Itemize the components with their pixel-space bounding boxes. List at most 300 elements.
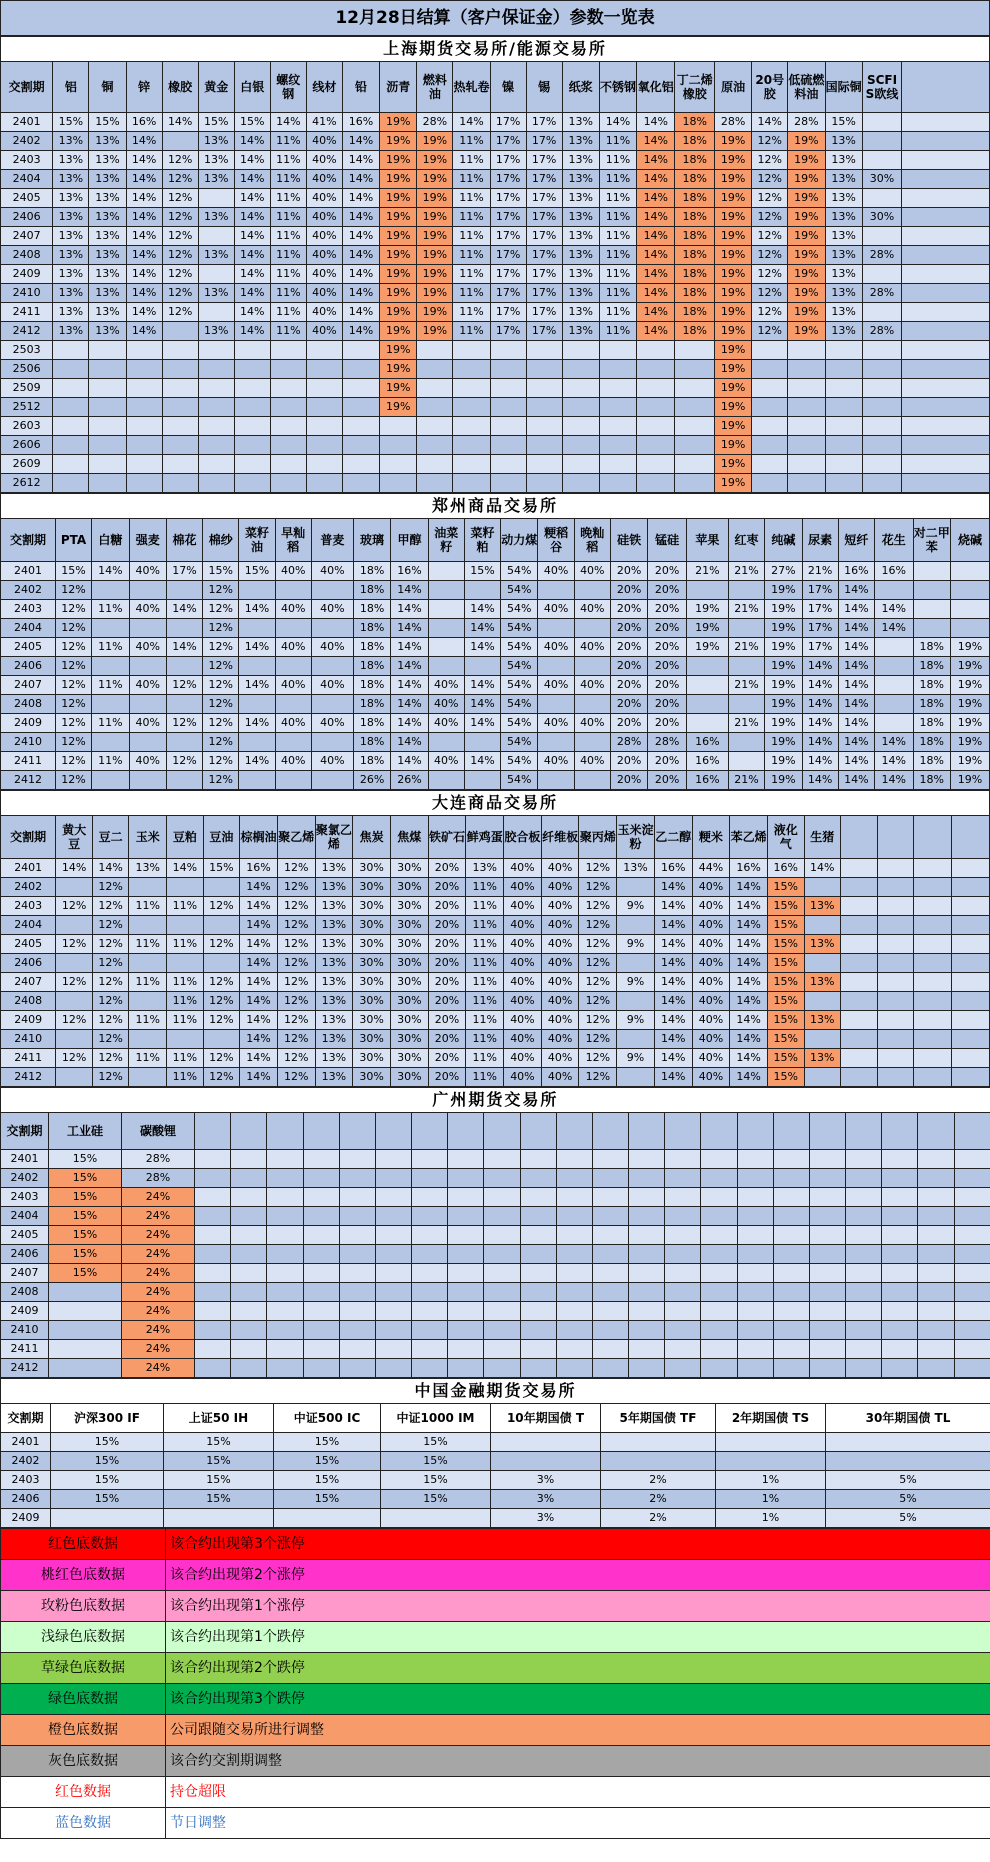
czce-value-cell: 14% (874, 733, 913, 752)
shfe-value-cell (862, 132, 902, 151)
shfe-row (1, 398, 990, 417)
shfe-value-cell (825, 341, 862, 360)
shfe-value-cell: 11% (453, 303, 490, 322)
title-table (0, 0, 990, 36)
gfex-empty-cell (412, 1150, 448, 1169)
shfe-value-cell (526, 398, 562, 417)
shfe-value-cell (752, 398, 788, 417)
shfe-value-cell (862, 474, 902, 493)
shfe-value-cell (752, 360, 788, 379)
shfe-value-cell: 19% (380, 398, 417, 417)
czce-value-cell (166, 771, 202, 790)
czce-value-cell: 19% (950, 771, 989, 790)
czce-value-cell (311, 733, 353, 752)
cffex-header-cell: 中证1000 IM (381, 1404, 491, 1433)
cffex-value-cell: 15% (274, 1471, 381, 1490)
cffex-value-cell: 1% (716, 1490, 826, 1509)
shfe-value-cell (788, 436, 825, 455)
gfex-empty-cell (484, 1188, 520, 1207)
shfe-row (1, 189, 990, 208)
dce-value-cell: 14% (730, 935, 768, 954)
czce-value-cell (913, 619, 950, 638)
dce-value-cell: 40% (692, 992, 730, 1011)
gfex-empty-cell (846, 1302, 882, 1321)
shfe-value-cell: 18% (675, 189, 715, 208)
shfe-value-cell: 17% (526, 170, 562, 189)
shfe-row (1, 436, 990, 455)
shfe-value-cell (788, 474, 825, 493)
gfex-empty-cell (737, 1150, 773, 1169)
czce-value-cell (129, 581, 166, 600)
dce-value-cell: 13% (804, 1011, 841, 1030)
gfex-empty-cell (809, 1150, 845, 1169)
shfe-value-cell (752, 341, 788, 360)
shfe-value-cell: 16% (126, 113, 162, 132)
gfex-empty-cell (339, 1302, 375, 1321)
shfe-value-cell: 12% (752, 132, 788, 151)
gfex-value-cell (49, 1340, 122, 1359)
shfe-value-cell (862, 398, 902, 417)
czce-value-cell (92, 733, 129, 752)
czce-value-cell (728, 619, 764, 638)
shfe-value-cell: 13% (89, 208, 126, 227)
shfe-value-cell: 19% (380, 246, 417, 265)
czce-value-cell (464, 581, 500, 600)
shfe-value-cell (490, 436, 526, 455)
dce-header-cell: 胶合板 (504, 816, 542, 859)
gfex-empty-cell (375, 1321, 411, 1340)
dce-value-cell: 15% (767, 1011, 804, 1030)
czce-value-cell: 21% (728, 638, 764, 657)
dce-value-cell: 13% (315, 1030, 353, 1049)
shfe-value-cell (526, 474, 562, 493)
shfe-value-cell: 11% (453, 170, 490, 189)
shfe-value-cell: 11% (270, 151, 306, 170)
shfe-value-cell: 18% (675, 208, 715, 227)
shfe-value-cell (198, 417, 234, 436)
dce-value-cell: 11% (167, 973, 204, 992)
gfex-empty-cell (846, 1150, 882, 1169)
shfe-value-cell: 14% (126, 151, 162, 170)
dce-value-cell (167, 954, 204, 973)
shfe-value-cell (862, 455, 902, 474)
dce-value-cell: 14% (654, 1030, 692, 1049)
gfex-empty-cell (412, 1188, 448, 1207)
dce-value-cell: 14% (730, 1068, 768, 1087)
dce-value-cell: 9% (617, 935, 655, 954)
gfex-empty-cell (412, 1226, 448, 1245)
czce-header-cell: 油菜籽 (428, 519, 464, 562)
gfex-empty-cell (412, 1245, 448, 1264)
dce-value-cell: 16% (767, 859, 804, 878)
czce-value-cell: 19% (686, 619, 728, 638)
dce-value-cell: 11% (466, 935, 504, 954)
shfe-period-cell: 2402 (1, 132, 53, 151)
shfe-value-cell: 19% (788, 284, 825, 303)
czce-value-cell: 12% (203, 619, 239, 638)
czce-value-cell: 54% (501, 619, 538, 638)
czce-header-cell: 苹果 (686, 519, 728, 562)
shfe-value-cell: 40% (306, 151, 342, 170)
dce-value-cell: 30% (353, 859, 391, 878)
cffex-header-period: 交割期 (1, 1404, 51, 1433)
gfex-row (1, 1359, 990, 1378)
dce-value-cell: 12% (92, 973, 129, 992)
dce-value-cell (951, 954, 989, 973)
dce-value-cell: 30% (390, 897, 428, 916)
czce-value-cell (428, 562, 464, 581)
shfe-value-cell (342, 436, 379, 455)
dce-value-cell: 11% (466, 916, 504, 935)
shfe-value-cell: 13% (825, 303, 862, 322)
czce-value-cell: 19% (686, 600, 728, 619)
shfe-value-cell: 28% (788, 113, 825, 132)
shfe-value-cell (825, 379, 862, 398)
czce-value-cell: 54% (501, 638, 538, 657)
dce-header-cell (914, 816, 952, 859)
dce-value-cell: 12% (579, 1011, 617, 1030)
shfe-period-cell: 2509 (1, 379, 53, 398)
shfe-period-cell: 2503 (1, 341, 53, 360)
dce-value-cell (804, 916, 841, 935)
dce-value-cell: 13% (315, 1068, 353, 1087)
dce-value-cell: 40% (504, 878, 542, 897)
dce-row (1, 1068, 990, 1087)
gfex-period-cell: 2412 (1, 1359, 49, 1378)
gfex-empty-cell (918, 1264, 954, 1283)
dce-value-cell: 12% (579, 992, 617, 1011)
czce-value-cell: 14% (464, 676, 500, 695)
shfe-value-cell (526, 360, 562, 379)
shfe-value-cell (89, 379, 126, 398)
shfe-value-cell (752, 417, 788, 436)
shfe-value-cell: 13% (198, 151, 234, 170)
dce-value-cell: 40% (504, 1030, 542, 1049)
shfe-value-cell (198, 265, 234, 284)
shfe-value-cell: 17% (490, 284, 526, 303)
shfe-value-cell: 13% (53, 322, 89, 341)
dce-value-cell (951, 935, 989, 954)
shfe-value-cell (306, 455, 342, 474)
gfex-empty-cell (484, 1340, 520, 1359)
shfe-value-cell: 12% (752, 322, 788, 341)
dce-value-cell: 15% (767, 1068, 804, 1087)
dce-period-cell: 2412 (1, 1068, 56, 1087)
dce-value-cell (203, 878, 240, 897)
shfe-value-cell: 13% (89, 303, 126, 322)
czce-value-cell (950, 562, 989, 581)
czce-value-cell: 20% (610, 619, 647, 638)
shfe-value-cell: 13% (562, 170, 599, 189)
shfe-table (0, 36, 990, 493)
gfex-empty-cell (520, 1340, 556, 1359)
shfe-value-cell (788, 455, 825, 474)
shfe-value-cell (902, 474, 990, 493)
gfex-empty-cell (303, 1359, 339, 1378)
cffex-value-cell (601, 1433, 716, 1452)
czce-value-cell: 12% (55, 771, 91, 790)
czce-value-cell: 12% (55, 676, 91, 695)
shfe-value-cell (53, 474, 89, 493)
gfex-empty-cell (773, 1226, 809, 1245)
shfe-value-cell (270, 379, 306, 398)
shfe-value-cell (53, 360, 89, 379)
shfe-value-cell: 12% (162, 246, 198, 265)
czce-value-cell: 19% (765, 695, 802, 714)
czce-header-cell: 白糖 (92, 519, 129, 562)
czce-value-cell: 14% (391, 695, 428, 714)
czce-value-cell: 19% (950, 676, 989, 695)
dce-value-cell (914, 1049, 952, 1068)
dce-header-cell: 乙二醇 (654, 816, 692, 859)
dce-value-cell: 9% (617, 897, 655, 916)
czce-value-cell (239, 657, 275, 676)
shfe-value-cell (526, 341, 562, 360)
dce-value-cell: 12% (203, 973, 240, 992)
czce-value-cell: 16% (874, 562, 913, 581)
legend-key: 灰色底数据 (1, 1746, 166, 1777)
shfe-value-cell (637, 417, 675, 436)
gfex-table (0, 1087, 990, 1378)
czce-value-cell: 19% (950, 638, 989, 657)
dce-value-cell: 11% (466, 1068, 504, 1087)
shfe-value-cell (306, 379, 342, 398)
czce-value-cell: 16% (391, 562, 428, 581)
gfex-empty-cell (665, 1207, 701, 1226)
czce-row (1, 771, 990, 790)
shfe-value-cell: 19% (715, 455, 752, 474)
shfe-value-cell: 17% (490, 322, 526, 341)
shfe-value-cell: 14% (637, 246, 675, 265)
shfe-value-cell: 40% (306, 284, 342, 303)
legend-row (1, 1715, 990, 1746)
shfe-period-cell: 2612 (1, 474, 53, 493)
gfex-empty-cell (375, 1359, 411, 1378)
shfe-value-cell (306, 398, 342, 417)
czce-value-cell (239, 695, 275, 714)
dce-value-cell: 14% (92, 859, 129, 878)
shfe-value-cell: 11% (453, 189, 490, 208)
shfe-value-cell (417, 398, 453, 417)
shfe-value-cell (788, 398, 825, 417)
gfex-empty-cell (556, 1169, 592, 1188)
czce-value-cell: 20% (648, 695, 687, 714)
dce-value-cell: 15% (767, 916, 804, 935)
shfe-value-cell (342, 474, 379, 493)
gfex-empty-cell (882, 1113, 918, 1150)
czce-value-cell: 40% (129, 714, 166, 733)
dce-value-cell: 11% (129, 1011, 167, 1030)
czce-value-cell: 20% (610, 581, 647, 600)
legend-desc: 该合约出现第3个跌停 (166, 1684, 990, 1715)
cffex-value-cell: 5% (826, 1490, 990, 1509)
shfe-value-cell: 19% (715, 170, 752, 189)
dce-period-cell: 2404 (1, 916, 56, 935)
czce-value-cell (92, 581, 129, 600)
gfex-empty-cell (520, 1302, 556, 1321)
czce-value-cell: 18% (353, 619, 390, 638)
cffex-value-cell: 15% (51, 1471, 164, 1490)
dce-value-cell: 14% (240, 916, 278, 935)
czce-row (1, 676, 990, 695)
dce-value-cell: 30% (353, 897, 391, 916)
gfex-empty-cell (737, 1188, 773, 1207)
gfex-empty-cell (954, 1150, 990, 1169)
czce-value-cell: 20% (610, 676, 647, 695)
dce-value-cell: 14% (804, 859, 841, 878)
dce-row (1, 954, 990, 973)
gfex-empty-cell (303, 1321, 339, 1340)
gfex-empty-cell (629, 1302, 665, 1321)
shfe-value-cell: 19% (788, 170, 825, 189)
shfe-value-cell (902, 113, 990, 132)
gfex-empty-cell (339, 1283, 375, 1302)
gfex-empty-cell (882, 1283, 918, 1302)
shfe-period-cell: 2408 (1, 246, 53, 265)
shfe-value-cell: 19% (380, 341, 417, 360)
dce-header-cell: 聚乙烯 (277, 816, 315, 859)
shfe-value-cell (902, 379, 990, 398)
czce-value-cell: 40% (129, 600, 166, 619)
dce-value-cell (914, 859, 952, 878)
shfe-value-cell: 14% (126, 246, 162, 265)
legend-desc: 该合约出现第1个涨停 (166, 1591, 990, 1622)
czce-header-cell: 强麦 (129, 519, 166, 562)
czce-value-cell: 40% (538, 600, 574, 619)
gfex-empty-cell (448, 1169, 484, 1188)
gfex-row (1, 1245, 990, 1264)
shfe-period-cell: 2401 (1, 113, 53, 132)
dce-value-cell (877, 859, 914, 878)
gfex-empty-cell (339, 1321, 375, 1340)
gfex-empty-cell (882, 1245, 918, 1264)
czce-value-cell: 12% (203, 733, 239, 752)
shfe-value-cell: 17% (526, 151, 562, 170)
dce-row (1, 916, 990, 935)
dce-value-cell (804, 992, 841, 1011)
czce-value-cell: 14% (391, 619, 428, 638)
shfe-value-cell: 11% (270, 132, 306, 151)
czce-value-cell (538, 733, 574, 752)
gfex-empty-cell (339, 1340, 375, 1359)
gfex-empty-cell (665, 1302, 701, 1321)
gfex-empty-cell (267, 1226, 303, 1245)
dce-value-cell: 15% (767, 935, 804, 954)
dce-value-cell: 12% (56, 1011, 93, 1030)
czce-row (1, 638, 990, 657)
dce-value-cell: 13% (315, 859, 353, 878)
cffex-value-cell: 15% (381, 1452, 491, 1471)
dce-value-cell: 14% (654, 973, 692, 992)
shfe-header-cell: SCFIS欧线 (862, 62, 902, 113)
shfe-value-cell: 13% (562, 246, 599, 265)
czce-value-cell: 40% (428, 695, 464, 714)
shfe-value-cell (862, 341, 902, 360)
dce-value-cell (914, 1068, 952, 1087)
gfex-empty-cell (954, 1340, 990, 1359)
dce-value-cell: 20% (428, 1011, 466, 1030)
cffex-value-cell: 2% (601, 1509, 716, 1528)
dce-value-cell: 12% (277, 897, 315, 916)
gfex-empty-cell (846, 1340, 882, 1359)
shfe-value-cell: 11% (599, 303, 636, 322)
shfe-value-cell: 18% (675, 303, 715, 322)
shfe-value-cell: 14% (342, 132, 379, 151)
czce-period-cell: 2412 (1, 771, 56, 790)
dce-value-cell: 13% (804, 973, 841, 992)
shfe-value-cell (162, 417, 198, 436)
shfe-value-cell (599, 436, 636, 455)
cffex-value-cell (381, 1509, 491, 1528)
gfex-empty-cell (231, 1359, 267, 1378)
gfex-empty-cell (592, 1302, 628, 1321)
czce-value-cell: 16% (686, 771, 728, 790)
gfex-empty-cell (339, 1113, 375, 1150)
shfe-value-cell (825, 436, 862, 455)
dce-value-cell: 14% (654, 897, 692, 916)
gfex-empty-cell (629, 1264, 665, 1283)
shfe-value-cell (198, 189, 234, 208)
dce-value-cell: 14% (240, 992, 278, 1011)
gfex-empty-cell (448, 1340, 484, 1359)
shfe-value-cell (902, 341, 990, 360)
dce-value-cell (877, 1068, 914, 1087)
shfe-value-cell (417, 417, 453, 436)
shfe-value-cell (198, 360, 234, 379)
shfe-value-cell (162, 132, 198, 151)
legend-desc: 该合约出现第2个跌停 (166, 1653, 990, 1684)
gfex-empty-cell (701, 1302, 737, 1321)
czce-header-cell: 红枣 (728, 519, 764, 562)
czce-value-cell (129, 771, 166, 790)
dce-value-cell: 13% (315, 935, 353, 954)
czce-value-cell (950, 600, 989, 619)
shfe-value-cell: 18% (675, 227, 715, 246)
gfex-empty-cell (375, 1169, 411, 1188)
cffex-value-cell (716, 1452, 826, 1471)
shfe-value-cell: 19% (380, 151, 417, 170)
dce-value-cell: 13% (315, 1011, 353, 1030)
dce-value-cell: 11% (129, 897, 167, 916)
dce-row (1, 1049, 990, 1068)
gfex-empty-cell (339, 1226, 375, 1245)
czce-value-cell: 18% (913, 676, 950, 695)
shfe-value-cell: 11% (599, 227, 636, 246)
shfe-value-cell: 13% (562, 189, 599, 208)
legend-key: 红色数据 (1, 1777, 166, 1808)
shfe-value-cell (270, 398, 306, 417)
czce-value-cell: 40% (275, 714, 311, 733)
cffex-value-cell: 15% (164, 1433, 274, 1452)
shfe-value-cell: 14% (342, 227, 379, 246)
shfe-value-cell: 19% (788, 322, 825, 341)
czce-value-cell: 54% (501, 695, 538, 714)
gfex-empty-cell (954, 1188, 990, 1207)
dce-value-cell (203, 916, 240, 935)
shfe-header-cell: 锌 (126, 62, 162, 113)
gfex-header-cell: 工业硅 (49, 1113, 122, 1150)
gfex-empty-cell (195, 1150, 231, 1169)
shfe-value-cell (234, 379, 270, 398)
gfex-period-cell: 2410 (1, 1321, 49, 1340)
dce-value-cell (203, 954, 240, 973)
dce-value-cell: 40% (692, 897, 730, 916)
shfe-value-cell (752, 436, 788, 455)
shfe-value-cell (126, 341, 162, 360)
czce-period-cell: 2403 (1, 600, 56, 619)
shfe-value-cell: 11% (270, 322, 306, 341)
gfex-empty-cell (665, 1283, 701, 1302)
